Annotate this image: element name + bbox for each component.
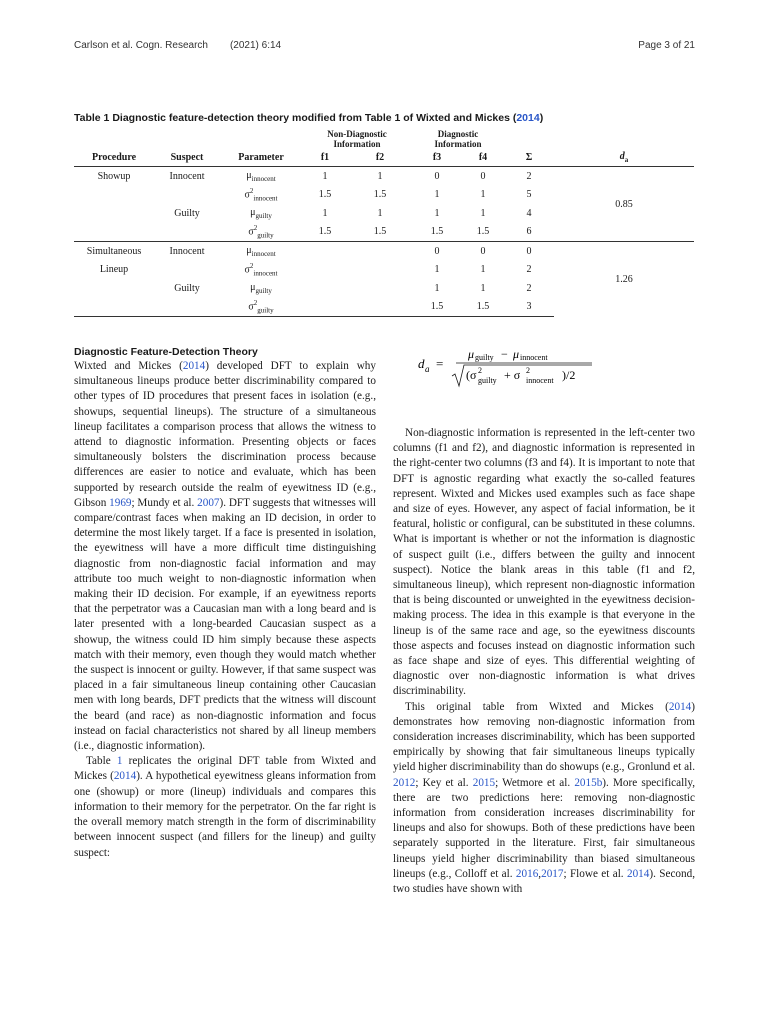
cell-sum: 2 bbox=[526, 264, 532, 276]
column-header-row bbox=[74, 149, 694, 167]
cell-suspect: Guilty bbox=[174, 207, 200, 219]
citation-link[interactable]: 2015 bbox=[472, 776, 496, 789]
paragraph: Wixted and Mickes (2014) developed DFT to explain why simultaneous lineups produce better discriminability compared to other types of ID procedures that present faces in isolation (e.g., showups, sequential lineups). The structure of a simultaneous lineup facilitates a comparison process that allows the witness to attend to diagnostic information. Presenting objects or faces simultaneously bolsters the discrimination process because differences are easier to notice and evaluate, which has been supported by research outside the realm of eyewitness ID (e.g., Gibson 1969; Mundy et al. 2007). DFT suggests that witnesses will compare/contrast faces when making an ID decision, in order to determine the most likely target. If a face is presented in isolation, the eyewitness will have a more difficult time distinguishing diagnostic from non-diagnostic facial information and may attribute too much weight to non-diagnostic information when making their ID decision. For example, if an eyewitness reports that the perpetrator was a Caucasian man with a long beard and is later presented with a long-bearded Caucasian suspect as a showup, the witness could ID him simply because these aspects match with their memory, even though they would match whether the suspect is innocent or guilty. However, if that same suspect was placed in a fair simultaneous lineup containing other Caucasian men with long beards, DFT predicts that the witness will discount the beard (and race) as non-diagnostic information and focus instead on facial characteristics not shared by all lineup members (i.e., diagnostic information). bbox=[74, 360, 376, 753]
right-column bbox=[393, 426, 695, 897]
col-header-f3: f3 bbox=[412, 149, 462, 167]
cell-procedure: Simultaneous bbox=[74, 242, 154, 261]
cell-parameter: $\sigma^2_{innocent}$ bbox=[244, 187, 278, 203]
cell-f1: 1 bbox=[322, 207, 328, 219]
da-lineup: 1.26 bbox=[554, 242, 694, 317]
cell-f2 bbox=[348, 279, 412, 298]
journal-citation: Carlson et al. Cogn. Research bbox=[74, 40, 208, 51]
formula-sq2: 2 bbox=[526, 366, 530, 375]
formula-sub-innocent: innocent bbox=[526, 376, 554, 385]
table-row bbox=[74, 167, 694, 186]
citation-link[interactable]: 2014 bbox=[182, 360, 206, 372]
table-caption: Table 1 Diagnostic feature-detection theory modified from Table 1 of Wixted and Mickes (2014) bbox=[74, 112, 544, 124]
cell-f4: 1 bbox=[480, 207, 486, 219]
cell-sum: 6 bbox=[526, 226, 532, 238]
cell-sum: 0 bbox=[504, 242, 554, 261]
cell-f2 bbox=[348, 261, 412, 280]
cell-f4: 1 bbox=[480, 189, 486, 201]
cell-f2: 1 bbox=[377, 207, 383, 219]
col-header-f4: f4 bbox=[462, 149, 504, 167]
cell-f1 bbox=[302, 242, 348, 261]
cell-procedure: Showup bbox=[74, 167, 154, 186]
cell-f2 bbox=[348, 242, 412, 261]
cell-suspect: Innocent bbox=[154, 242, 220, 261]
cell-f1: 1.5 bbox=[318, 226, 332, 238]
cell-sum: 4 bbox=[526, 207, 532, 219]
cell-parameter: $\mu_{innocent}$ bbox=[220, 242, 302, 261]
citation-link[interactable]: 2016 bbox=[515, 867, 539, 880]
citation-link[interactable]: 2017 bbox=[541, 867, 564, 880]
running-head-left bbox=[74, 40, 281, 51]
formula-d: d bbox=[418, 356, 425, 371]
formula-open: (σ bbox=[466, 368, 477, 382]
col-header-f1: f1 bbox=[302, 149, 348, 167]
cell-suspect: Innocent bbox=[154, 167, 220, 186]
cell-procedure: Lineup bbox=[99, 264, 129, 276]
col-header-da: $d_a$ bbox=[554, 149, 694, 167]
cell-suspect bbox=[154, 298, 220, 317]
cell-suspect: Guilty bbox=[174, 282, 200, 294]
cell-f3: 0 bbox=[412, 167, 462, 186]
formula-mu2: μ bbox=[513, 347, 520, 361]
cell-f1 bbox=[302, 261, 348, 280]
cell-parameter: $\sigma^2_{guilty}$ bbox=[248, 224, 274, 240]
cell-f3: 1 bbox=[434, 207, 440, 219]
caption-citation-link[interactable]: 2014 bbox=[516, 112, 540, 124]
formula-sub-guilty: guilty bbox=[478, 376, 497, 385]
cell-f1: 1 bbox=[302, 167, 348, 186]
cell-procedure bbox=[74, 223, 154, 242]
formula-mu1: μ bbox=[468, 347, 475, 361]
cell-procedure bbox=[74, 204, 154, 223]
dft-table bbox=[74, 129, 694, 317]
cell-procedure bbox=[74, 279, 154, 298]
cell-f2: 1 bbox=[348, 167, 412, 186]
cell-f4: 0 bbox=[462, 167, 504, 186]
cell-sum: 5 bbox=[526, 189, 532, 201]
col-header-procedure: Procedure bbox=[74, 149, 154, 167]
citation-link[interactable]: 2014 bbox=[626, 867, 650, 880]
col-header-parameter: Parameter bbox=[220, 149, 302, 167]
nondiagnostic-group-header: Non-Diagnostic Information bbox=[327, 129, 387, 149]
formula-plus: + σ bbox=[504, 368, 521, 382]
cell-f3: 1.5 bbox=[430, 226, 444, 238]
cell-f4: 1 bbox=[480, 264, 486, 276]
col-header-suspect: Suspect bbox=[154, 149, 220, 167]
cell-f1: 1.5 bbox=[318, 189, 332, 201]
formula-close: )/2 bbox=[562, 368, 576, 382]
col-header-f2: f2 bbox=[348, 149, 412, 167]
citation-link[interactable]: 2015b bbox=[574, 776, 603, 789]
cell-f4: 1 bbox=[480, 282, 486, 294]
formula-equals: = bbox=[436, 356, 444, 371]
cell-f4: 1.5 bbox=[476, 226, 490, 238]
table-row bbox=[74, 242, 694, 261]
da-showup: 0.85 bbox=[554, 167, 694, 242]
cell-f4: 1.5 bbox=[462, 298, 504, 317]
cell-f2: 1.5 bbox=[373, 226, 387, 238]
citation-link[interactable]: 2014 bbox=[113, 770, 137, 783]
cell-procedure bbox=[74, 186, 154, 205]
cell-suspect bbox=[154, 223, 220, 242]
cell-f1 bbox=[302, 298, 348, 317]
cell-procedure bbox=[74, 298, 154, 317]
cell-f3: 1 bbox=[434, 189, 440, 201]
cell-f2: 1.5 bbox=[373, 189, 387, 201]
cell-f3: 1 bbox=[434, 282, 440, 294]
cell-parameter: $\mu_{guilty}$ bbox=[250, 281, 272, 295]
group-header-row bbox=[74, 129, 694, 149]
cell-f3: 1.5 bbox=[412, 298, 462, 317]
left-column bbox=[74, 346, 376, 861]
cell-parameter: $\mu_{innocent}$ bbox=[220, 167, 302, 186]
cell-suspect bbox=[154, 186, 220, 205]
cell-f3: 1 bbox=[434, 264, 440, 276]
paragraph: Non-diagnostic information is represented in the left-center two columns (f1 and f2), and diagnostic information is represented in the right-center two columns (f3 and f4). It is important to note that DFT is agnostic regarding what exactly the so-called features represent. Wixted and Mickes used examples such as face shape and size of eyes. However, any aspect of facial information, be it featural, holistic or configural, can be substituted in these columns. What is important is whether or not the information is diagnostic of suspect guilt (i.e., differs between the guilty and innocent suspect). Notice the blank areas in this table (f1 and f2, simultaneous lineup), which represent non-diagnostic information that is being discounted or unweighted in the eyewitness decision-making process. The idea in this example is that everyone in the lineup is of the same race and age, so the eyewitness discounts those aspects and focuses instead on diagnostic information such as face shape and size of eyes. This differential weighting of diagnostic over non-diagnostic information is what drives discriminability. bbox=[393, 427, 695, 698]
cell-f1 bbox=[302, 279, 348, 298]
da-formula bbox=[412, 346, 694, 412]
cell-f3: 0 bbox=[412, 242, 462, 261]
formula-minus: − bbox=[501, 347, 508, 361]
page-number: Page 3 of 21 bbox=[638, 40, 695, 51]
cell-parameter: $\sigma^2_{innocent}$ bbox=[244, 262, 278, 278]
col-header-sum: Σ bbox=[504, 149, 554, 167]
section-heading: Diagnostic Feature-Detection Theory bbox=[74, 346, 258, 358]
citation-link[interactable]: 2012 bbox=[393, 776, 416, 789]
cell-sum: 2 bbox=[504, 167, 554, 186]
cell-f2 bbox=[348, 298, 412, 317]
cell-suspect bbox=[154, 261, 220, 280]
formula-d-sub: a bbox=[425, 364, 430, 374]
formula-innocent: innocent bbox=[520, 353, 548, 362]
formula-sq1: 2 bbox=[478, 366, 482, 375]
formula-guilty: guilty bbox=[475, 353, 494, 362]
cell-sum: 2 bbox=[526, 282, 532, 294]
paragraph: Table 1 replicates the original DFT table from Wixted and Mickes (2014). A hypothetical eyewitness gleans information from one (showup) or more (lineup) individuals and compares this information to their memory for the perpetrator. On the far right is the overall memory match strength in the form of discriminability between innocent suspect (and fillers for the lineup) and guilty suspect: bbox=[74, 755, 376, 859]
citation-link[interactable]: 1969 bbox=[109, 496, 132, 509]
cell-sum: 3 bbox=[504, 298, 554, 317]
diagnostic-group-header: Diagnostic Information bbox=[434, 129, 482, 149]
citation-link[interactable]: 2007 bbox=[197, 496, 220, 509]
citation-link[interactable]: 2014 bbox=[668, 700, 692, 713]
cell-parameter: $\sigma^2_{guilty}$ bbox=[220, 298, 302, 317]
volume-year: (2021) 6:14 bbox=[229, 40, 282, 51]
table-ref-link[interactable]: 1 bbox=[116, 755, 123, 768]
cell-parameter: $\mu_{guilty}$ bbox=[250, 206, 272, 220]
cell-f4: 0 bbox=[462, 242, 504, 261]
paragraph: This original table from Wixted and Mickes (2014) demonstrates how removing non-diagnostic information from consideration increases discriminability, which has been supported empirically by showing that fair simultaneous lineups typically yield higher discriminability than do showups (e.g., Gronlund et al. 2012; Key et al. 2015; Wetmore et al. 2015b). More specifically, there are two predictions here: removing non-diagnostic information from consideration increases discriminability for lineups and also for showups. Both of these predictions have been separately supported in the literature. First, fair simultaneous lineups yield higher discriminability than biased simultaneous lineups (e.g., Colloff et al. 2016,2017; Flowe et al. 2014). Second, two studies have shown with bbox=[393, 700, 695, 896]
